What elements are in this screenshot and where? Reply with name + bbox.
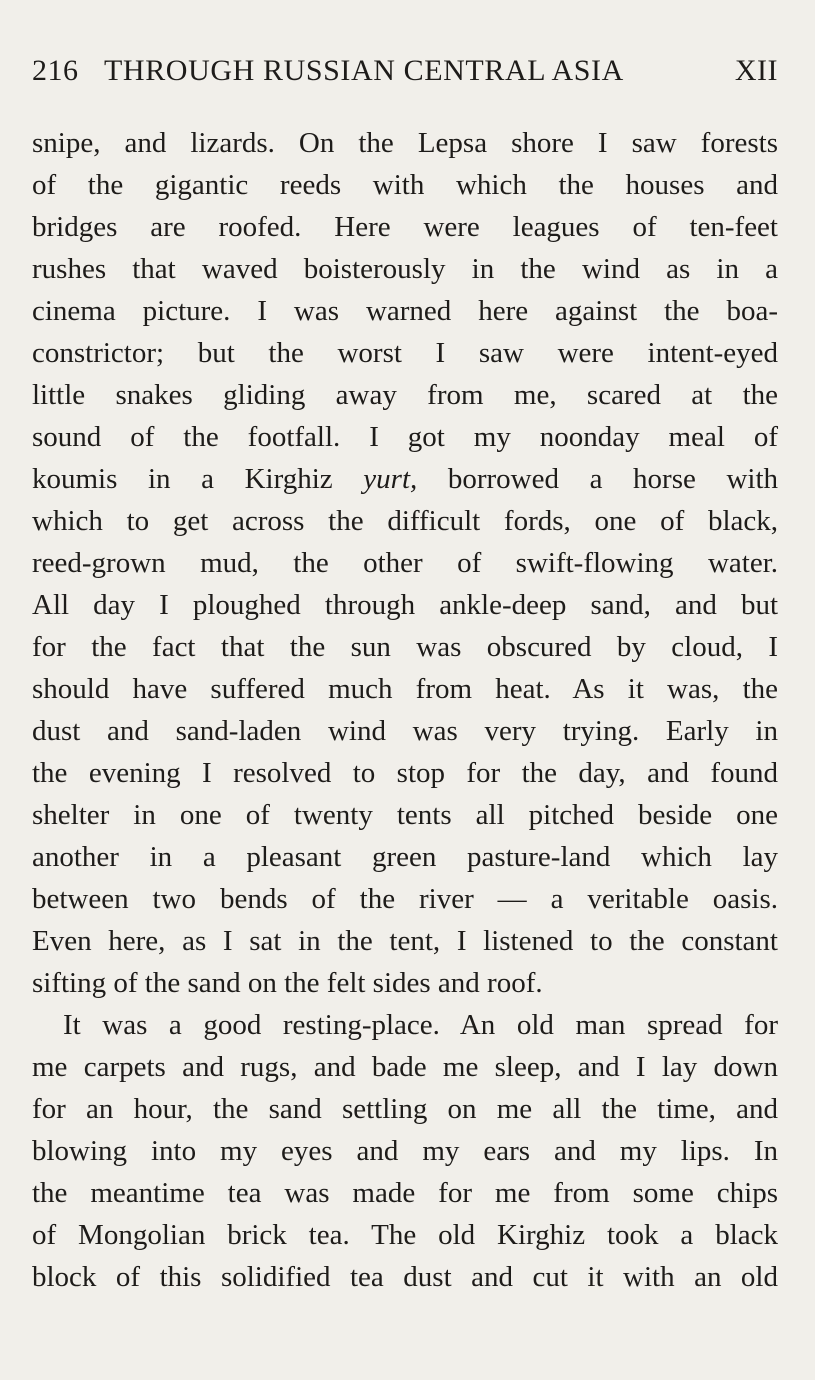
text-line: between two bends of the river — a veritable oasis. [32, 883, 778, 915]
book-title: THROUGH RUSSIAN CENTRAL ASIA [104, 54, 624, 87]
text-line: little snakes gliding away from me, scared at the [32, 379, 778, 411]
text-line: cinema picture. I was warned here against the boa- [32, 295, 778, 327]
text-run: koumis in a Kirghiz [32, 463, 364, 495]
text-line: should have suffered much from heat. As it was, the [32, 673, 778, 705]
text-line: block of this solidified tea dust and cut it with an old [32, 1261, 778, 1293]
text-line: shelter in one of twenty tents all pitched beside one [32, 799, 778, 831]
text-line: me carpets and rugs, and bade me sleep, and I lay down [32, 1051, 778, 1083]
text-line: It was a good resting-place. An old man spread for [63, 1009, 778, 1041]
text-line: reed-grown mud, the other of swift-flowing water. [32, 547, 778, 579]
chapter-number: XII [734, 54, 778, 87]
text-line: another in a pleasant green pasture-land which lay [32, 841, 778, 873]
text-line: for the fact that the sun was obscured by cloud, I [32, 631, 778, 663]
text-run: borrowed a horse with [417, 463, 779, 495]
text-line: the meantime tea was made for me from some chips [32, 1177, 778, 1209]
running-head [32, 54, 778, 98]
text-line: constrictor; but the worst I saw were intent-eyed [32, 337, 778, 369]
text-line: which to get across the difficult fords, one of black, [32, 505, 778, 537]
text-line [32, 458, 778, 500]
body-text [32, 122, 778, 1298]
italic-word: yurt, [363, 463, 418, 495]
text-line: rushes that waved boisterously in the wind as in a [32, 253, 778, 285]
text-line: of Mongolian brick tea. The old Kirghiz took a black [32, 1219, 778, 1251]
text-line: of the gigantic reeds with which the houses and [32, 169, 778, 201]
text-line: All day I ploughed through ankle-deep sand, and but [32, 589, 778, 621]
text-line: the evening I resolved to stop for the day, and found [32, 757, 778, 789]
text-line: Even here, as I sat in the tent, I listened to the constant [32, 925, 778, 957]
text-line: snipe, and lizards. On the Lepsa shore I saw forests [32, 127, 778, 159]
text-line: sifting of the sand on the felt sides and roof. [32, 967, 543, 999]
text-line: bridges are roofed. Here were leagues of ten-feet [32, 211, 778, 243]
text-line: sound of the footfall. I got my noonday meal of [32, 421, 778, 453]
text-line: dust and sand-laden wind was very trying. Early in [32, 715, 778, 747]
text-line: blowing into my eyes and my ears and my lips. In [32, 1135, 778, 1167]
text-line: for an hour, the sand settling on me all the time, and [32, 1093, 778, 1125]
page-number: 216 [32, 54, 79, 87]
